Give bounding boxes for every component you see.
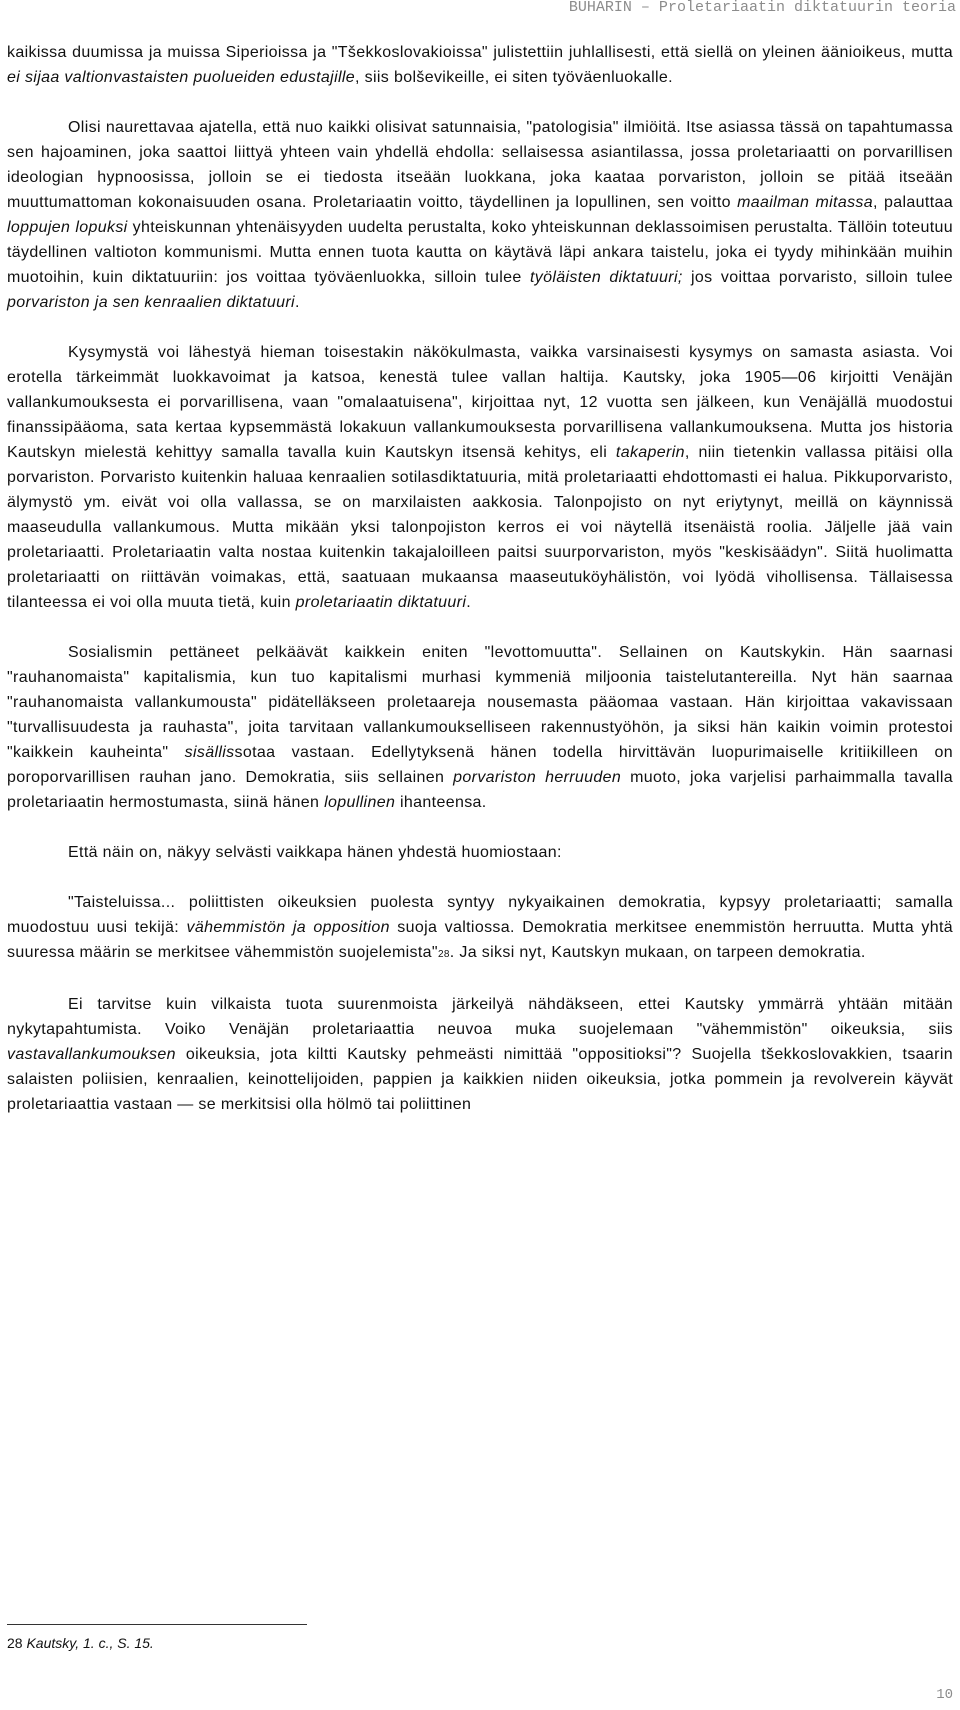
paragraph-6-quote bbox=[7, 890, 953, 967]
text-run: suoja valtiossa. Demokratia merkitsee enemmistön herruutta. Mutta yhtä suuressa määrin se merkitsee vähemmistön suojelemista" bbox=[7, 919, 954, 961]
text-run: "Taisteluissa... poliittisten oikeuksien puolesta syntyy nykyaikainen demokratia, kypsyy proletariaatti; samalla muodostuu uusi tekijä: bbox=[7, 894, 953, 936]
footnote-divider bbox=[7, 1624, 307, 1625]
text-run: oikeuksia, jota kiltti Kautsky pehmeästi nimittää "oppositioksi"? Suojella tšekkoslovakkien, tsaarin salaisten poliisien, kenraalien, keinottelijoiden, pappien ja kaikkien niiden oikeuksia, jotka pommein ja revolverein käyvät proletariaattia vastaan — se merkitsisi olla hölmö tai poliittinen bbox=[7, 1046, 953, 1113]
emphasis-text: vähemmistön ja opposition bbox=[186, 919, 390, 936]
emphasis-text: porvariston herruuden bbox=[453, 769, 622, 786]
page-number: 10 bbox=[936, 1687, 953, 1703]
text-run: yhteiskunnan yhtenäisyyden uudelta perustalta, koko yhteiskunnan deklassoimisen perustalta. Tällöin toteutuu täydellinen valtioton kommunismi. Mutta ennen tuota kautta on käytävä läpi ankara taistelu, joka ei tyydy mihinkään muihin muotoihin, kuin diktatuuriin: jos voittaa työväenluokka, silloin tulee bbox=[7, 219, 953, 286]
paragraph-5 bbox=[7, 840, 953, 865]
footnote-text: Kautsky, 1. c., S. 15. bbox=[22, 1635, 154, 1651]
text-run: jos voittaa porvaristo, silloin tulee bbox=[682, 269, 953, 286]
text-run: Sosialismin pettäneet pelkäävät kaikkein eniten "levottomuutta". Sellainen on Kautskykin. Hän saarnasi "rauhanomaista" kapitalismia, kun tuo kapitalismi murhasi kymmeniä miljoonia taistelutantereilla. Nyt hän saarnaa "rauhanomaista vallankumousta" pidätelläkseen proletaareja nousemasta pääomaa vastaan. Hän kirjoittaa vakavissaan "turvallisuudesta ja rauhasta", joita tarvitaan vallankumoukselliseen rakennustyöhön, ja siksi hän kaikin voimin protestoi "kaikkein kauheinta" bbox=[7, 644, 953, 761]
emphasis-text: lopullinen bbox=[324, 794, 396, 811]
paragraph-1 bbox=[7, 40, 953, 90]
emphasis-text: porvariston ja sen kenraalien diktatuuri bbox=[7, 294, 295, 311]
paragraph-3 bbox=[7, 340, 953, 615]
paragraph-2 bbox=[7, 115, 953, 315]
text-run: , niin tietenkin vallassa pitäisi olla porvariston. Porvaristo kuitenkin haluaa kenraalien sotilasdiktatuuria, mitä proletariaatti ehdottomasti ei halua. Pikkuporvaristo, älymystö ym. eivät voi olla vallassa, se on marxilaisten aakkosia. Talonpojisto on nyt eriytynyt, meillä on käynnissä maaseudulla vallankumous. Mutta mikään yksi talonpojiston kerros ei voi näytellä itsenäistä roolia. Jäljelle jää vain proletariaatti. Proletariaatin valta nostaa kuitenkin takajaloilleen paitsi suurporvariston, myös "keskisäädyn". Siitä huolimatta proletariaatti on riittävän voimakas, että, saatuaan mukaansa maaseutuköyhälistön, voi lyödä vihollisensa. Tällaisessa tilanteessa ei voi olla muuta tietä, kuin bbox=[7, 444, 953, 611]
text-run: Olisi naurettavaa ajatella, että nuo kaikki olisivat satunnaisia, "patologisia" ilmiöitä. Itse asiassa tässä on tapahtumassa sen hajoaminen, joka saattoi liittyä yhteen vain yhdellä ehdolla: sellaisessa asiantilassa, jossa proletariaatti on porvarillisen ideologian hypnoosissa, jolloin se ei tiedosta itseään luokkana, joka kaataa porvariston, jolloin se pitää itseään muuttumattoman kokonaisuuden osana. Proletariaatin voitto, täydellinen ja lopullinen, sen voitto bbox=[7, 119, 953, 211]
emphasis-text: takaperin bbox=[615, 444, 685, 461]
text-run: , siis bolševikeille, ei siten työväenluokalle. bbox=[355, 69, 673, 86]
text-run: . bbox=[294, 294, 300, 311]
footnote-number: 28 bbox=[7, 1635, 23, 1651]
text-run: , palauttaa bbox=[873, 194, 954, 211]
text-run: sotaa vastaan. Edellytyksenä hänen todella hirvittävän luopurimaiselle kritiikilleen on poroporvarillisen rauhan jano. Demokratia, siis sellainen bbox=[7, 744, 953, 786]
emphasis-text: proletariaatin diktatuuri bbox=[295, 594, 467, 611]
paragraph-7 bbox=[7, 992, 953, 1117]
emphasis-text: sisällis bbox=[184, 744, 235, 761]
footnote-reference[interactable]: 28 bbox=[437, 949, 450, 960]
paragraph-4 bbox=[7, 640, 953, 815]
text-run: ihanteensa. bbox=[395, 794, 487, 811]
footnote bbox=[7, 1634, 154, 1652]
text-run: Ei tarvitse kuin vilkaista tuota suurenmoista järkeilyä nähdäkseen, ettei Kautsky ymmärrä yhtään mitään nykytapahtumista. Voiko Venäjän proletariaattia neuvoa muka suojelemaan "vähemmistön" oikeuksia, siis bbox=[7, 996, 953, 1038]
text-run: . Ja siksi nyt, Kautskyn mukaan, on tarpeen demokratia. bbox=[449, 944, 866, 961]
text-run: Kysymystä voi lähestyä hieman toisestakin näkökulmasta, vaikka varsinaisesti kysymys on samasta asiasta. Voi erotella tärkeimmät luokkavoimat ja katsoa, kenestä tulee vallan haltija. Kautsky, joka 1905—06 kirjoitti Venäjän vallankumouksesta ei porvarillisena, vaan "omalaatuisena", kirjoittaa nyt, 12 vuotta sen jälkeen, kun Venäjällä muodostui finanssipääoma, sata kertaa kypsemmästä lokakuun vallankumouksesta porvarillisena vallankumouksena. Mutta jos historia Kautskyn mielestä kehittyy samalla tavalla kuin Kautskyn itsensä kehitys, eli bbox=[7, 344, 953, 461]
running-header: BUHARIN – Proletariaatin diktatuurin teoria bbox=[568, 0, 956, 16]
emphasis-text: ei sijaa valtionvastaisten puolueiden edustajille bbox=[7, 69, 356, 86]
emphasis-text: loppujen lopuksi bbox=[7, 219, 128, 236]
emphasis-text: vastavallankumouksen bbox=[7, 1046, 176, 1063]
document-body bbox=[0, 40, 960, 1117]
text-run: kaikissa duumissa ja muissa Siperioissa ja "Tšekkoslovakioissa" julistettiin juhlallisesti, että siellä on yleinen äänioikeus, mutta bbox=[7, 44, 953, 61]
text-run: Että näin on, näkyy selvästi vaikkapa hänen yhdestä huomiostaan: bbox=[68, 844, 562, 861]
emphasis-text: maailman mitassa bbox=[737, 194, 874, 211]
emphasis-text: työläisten diktatuuri; bbox=[529, 269, 683, 286]
text-run: . bbox=[466, 594, 472, 611]
text-run: muoto, joka varjelisi parhaimmalla tavalla proletariaatin hermostumasta, siinä hänen bbox=[7, 769, 953, 811]
